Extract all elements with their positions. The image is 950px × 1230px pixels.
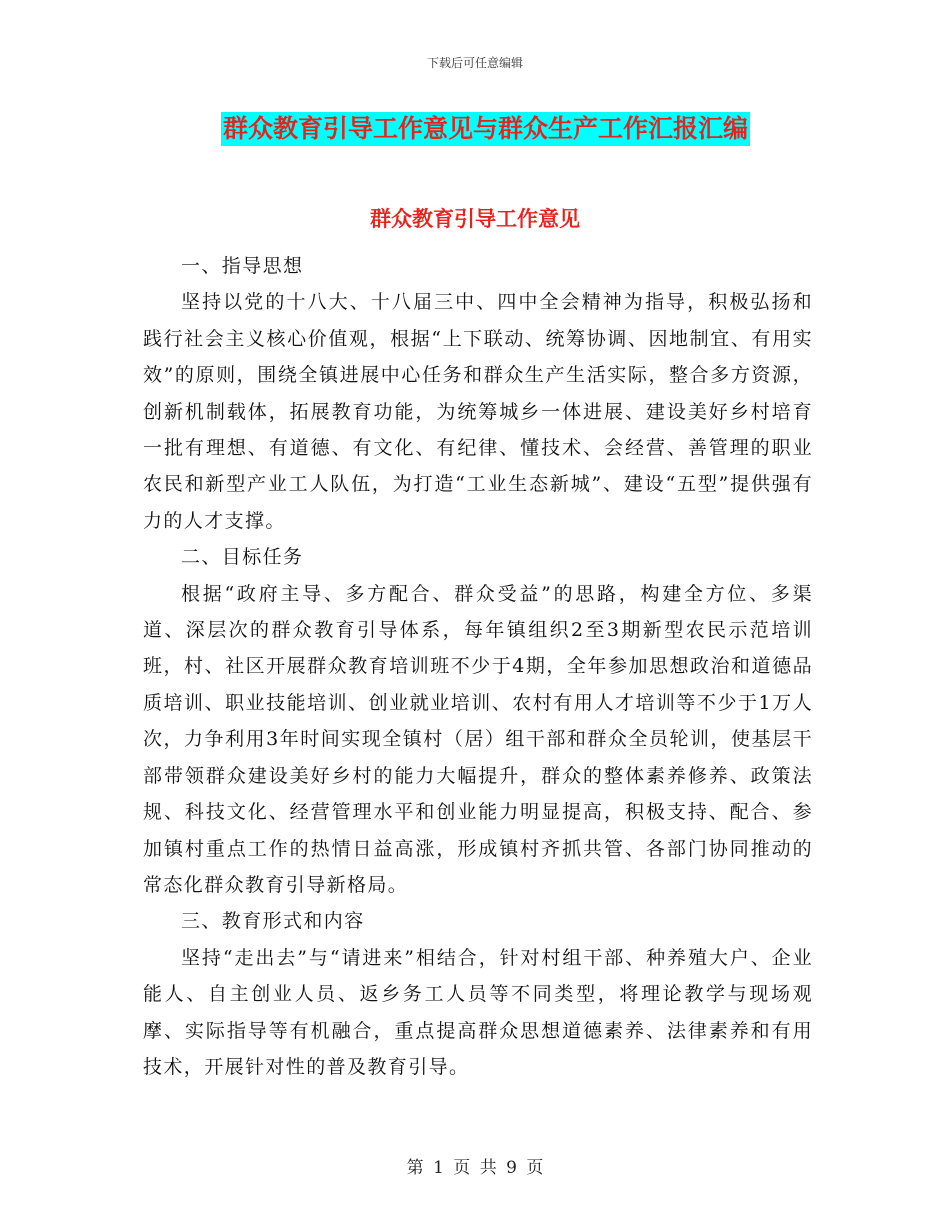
- page-number: 第 1 页 共 9 页: [406, 1158, 544, 1178]
- heading-education-forms: 三、教育形式和内容: [181, 910, 365, 933]
- paragraph-education-forms: 坚持“走出去”与“请进来”相结合，针对村组干部、种养殖大户、企业能人、自主创业人员、返乡务工人员等不同类型，将理论教学与现场观摩、实际指导等有机融合，重点提高群众思想道德素养、法律素养和有用技术，开展针对性的普及教育引导。: [143, 946, 813, 1078]
- heading-goals-tasks: 二、目标任务: [181, 546, 304, 569]
- paragraph-goals-tasks: 根据“政府主导、多方配合、群众受益”的思路，构建全方位、多渠道、深层次的群众教育引导体系，每年镇组织2至3期新型农民示范培训班，村、社区开展群众教育培训班不少于4期，全年参加思想政治和道德品质培训、职业技能培训、创业就业培训、农村有用人才培训等不少于1万人次，力争利用3年时间实现全镇村（居）组干部和群众全员轮训，使基层干部带领群众建设美好乡村的能力大幅提升，群众的整体素养修养、政策法规、科技文化、经营管理水平和创业能力明显提高，积极支持、配合、参加镇村重点工作的热情日益高涨，形成镇村齐抓共管、各部门协同推动的常态化群众教育引导新格局。: [143, 582, 813, 896]
- header-note: 下载后可任意编辑: [426, 56, 523, 70]
- heading-guiding-ideology: 一、指导思想: [181, 255, 304, 277]
- section-title: 群众教育引导工作意见: [370, 207, 580, 231]
- document-body: [143, 248, 813, 1085]
- main-title: 群众教育引导工作意见与群众生产工作汇报汇编: [221, 112, 750, 146]
- paragraph-guiding-ideology: 坚持以党的十八大、十八届三中、四中全会精神为指导，积极弘扬和践行社会主义核心价值观，根据“上下联动、统筹协调、因地制宜、有用实效”的原则，围绕全镇进展中心任务和群众生产生活实际，整合多方资源，创新机制载体，拓展教育功能，为统筹城乡一体进展、建设美好乡村培育一批有理想、有道德、有文化、有纪律、懂技术、会经营、善管理的职业农民和新型产业工人队伍，为打造“工业生态新城”、建设“五型”提供强有力的人才支撑。: [143, 291, 813, 532]
